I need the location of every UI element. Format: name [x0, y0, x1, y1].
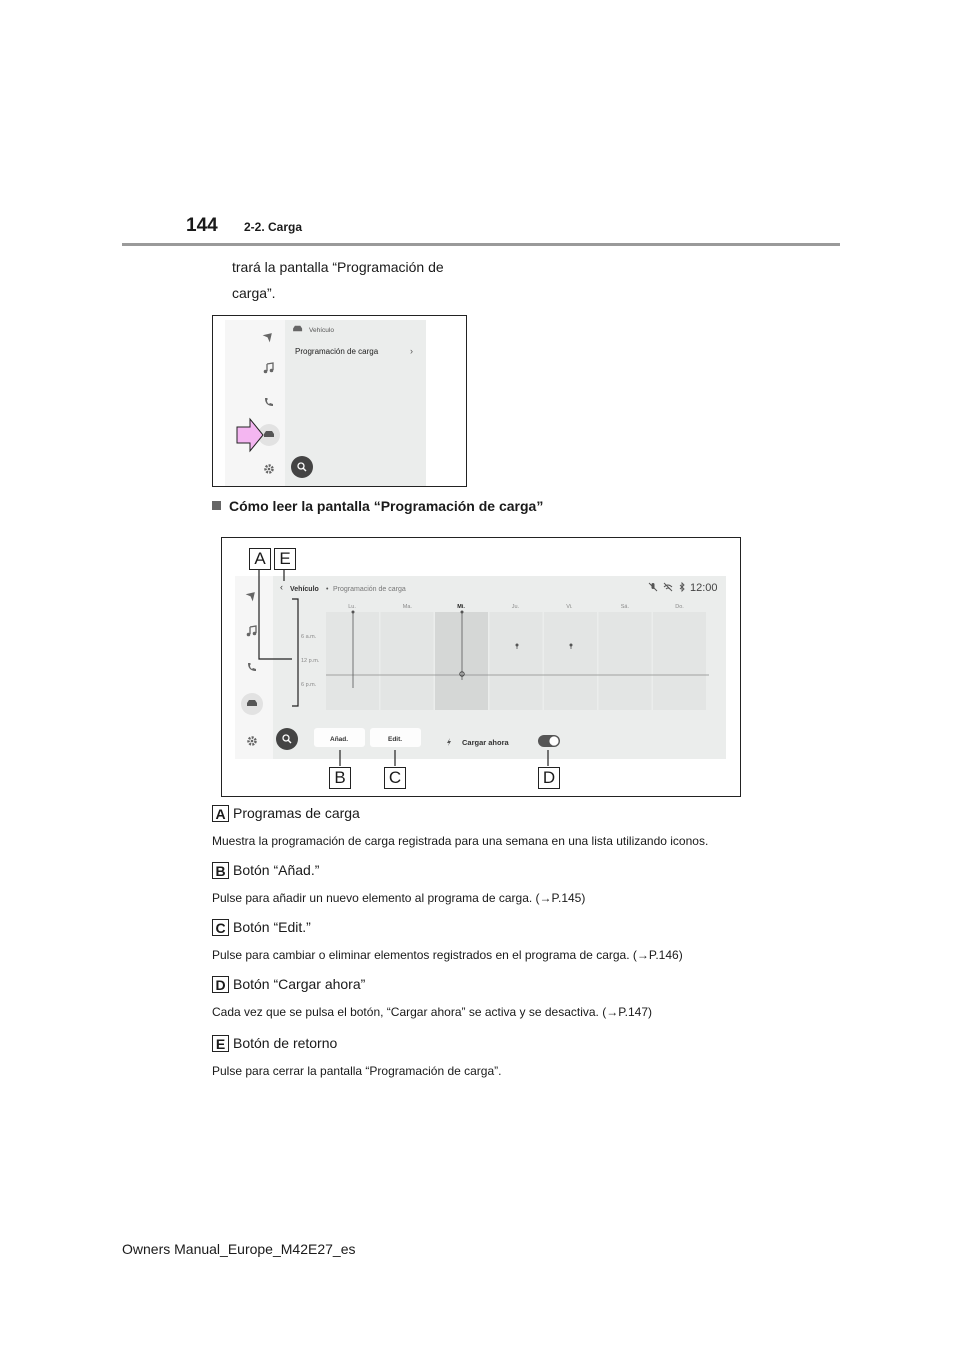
callout-a: A: [249, 548, 271, 570]
breadcrumb-vehicle: Vehículo: [309, 327, 334, 334]
callout-b: B: [329, 767, 351, 789]
item-description: Pulse para cerrar la pantalla “Programación de carga”.: [212, 1064, 502, 1078]
bullet-square: [212, 501, 221, 510]
page-number: 144: [186, 215, 218, 236]
day-column[interactable]: [544, 612, 597, 710]
time-label: 6 a.m.: [301, 634, 317, 640]
breadcrumb-separator: •: [326, 586, 329, 593]
item-label-d: D: [212, 976, 229, 993]
day-label: Do.: [675, 604, 684, 610]
day-column[interactable]: [653, 612, 706, 710]
item-label-c: C: [212, 919, 229, 936]
day-label: Vi.: [566, 604, 573, 610]
schedule-entry-pin: [516, 644, 519, 647]
item-description: Muestra la programación de carga registrada para una semana en una lista utilizando iconos.: [212, 834, 709, 848]
schedule-entry-pin: [570, 644, 573, 647]
header-rule: [122, 243, 840, 246]
car-icon: [293, 326, 302, 331]
intro-line-1: trará la pantalla “Programación de: [232, 259, 444, 275]
item-description: Cada vez que se pulsa el botón, “Cargar ahora” se activa y se desactiva. (→P.147): [212, 1005, 653, 1019]
section-heading: [212, 498, 543, 514]
item-title: Botón de retorno: [233, 1035, 338, 1051]
day-label: Ma.: [402, 604, 412, 610]
menu-item-charge-schedule[interactable]: Programación de carga: [295, 347, 379, 356]
schedule-entry-pin: [461, 611, 464, 614]
day-label: Lu.: [348, 604, 356, 610]
day-label: Mi.: [457, 604, 465, 610]
time-label: 12 p.m.: [301, 658, 320, 664]
chevron-right-icon: ›: [410, 346, 413, 356]
item-title: Botón “Añad.”: [233, 862, 320, 878]
item-label-b: B: [212, 862, 229, 879]
vehicle-icon[interactable]: [241, 693, 263, 715]
screenshot-vehicle-menu: [212, 315, 467, 487]
footer-manual-id: Owners Manual_Europe_M42E27_es: [122, 1241, 356, 1257]
breadcrumb-vehicle[interactable]: Vehículo: [290, 586, 319, 593]
item-label-a: A: [212, 805, 229, 822]
search-icon[interactable]: [291, 456, 313, 478]
clock: 12:00: [690, 582, 718, 594]
item-title: Botón “Edit.”: [233, 919, 311, 935]
charge-now-label: Cargar ahora: [462, 738, 509, 747]
day-column[interactable]: [490, 612, 543, 710]
heading-text: Cómo leer la pantalla “Programación de carga”: [229, 498, 544, 514]
item-description: Pulse para añadir un nuevo elemento al programa de carga. (→P.145): [212, 891, 586, 905]
breadcrumb-page: Programación de carga: [333, 586, 406, 593]
callout-d: D: [538, 767, 560, 789]
section-title: 2-2. Carga: [244, 220, 303, 234]
toggle-knob: [549, 736, 559, 746]
callout-e: E: [274, 548, 296, 570]
callout-c: C: [384, 767, 406, 789]
search-icon[interactable]: [276, 728, 298, 750]
item-description: Pulse para cambiar o eliminar elementos registrados en el programa de carga. (→P.146): [212, 948, 683, 962]
item-title: Programas de carga: [233, 805, 360, 821]
add-button-label: Añad.: [330, 736, 349, 743]
time-label: 6 p.m.: [301, 682, 317, 688]
intro-line-2: carga”.: [232, 285, 276, 301]
item-title: Botón “Cargar ahora”: [233, 976, 366, 992]
item-label-e: E: [212, 1035, 229, 1052]
day-column[interactable]: [326, 612, 379, 710]
back-chevron-icon[interactable]: ‹: [280, 582, 283, 592]
day-label: Ju.: [511, 604, 520, 610]
day-label: Sá.: [620, 604, 630, 610]
day-column[interactable]: [599, 612, 652, 710]
edit-button-label: Edit.: [388, 736, 403, 743]
day-column[interactable]: [435, 612, 488, 710]
screenshot-charge-schedule: [221, 537, 741, 797]
schedule-entry-pin: [352, 611, 355, 614]
day-column[interactable]: [381, 612, 434, 710]
